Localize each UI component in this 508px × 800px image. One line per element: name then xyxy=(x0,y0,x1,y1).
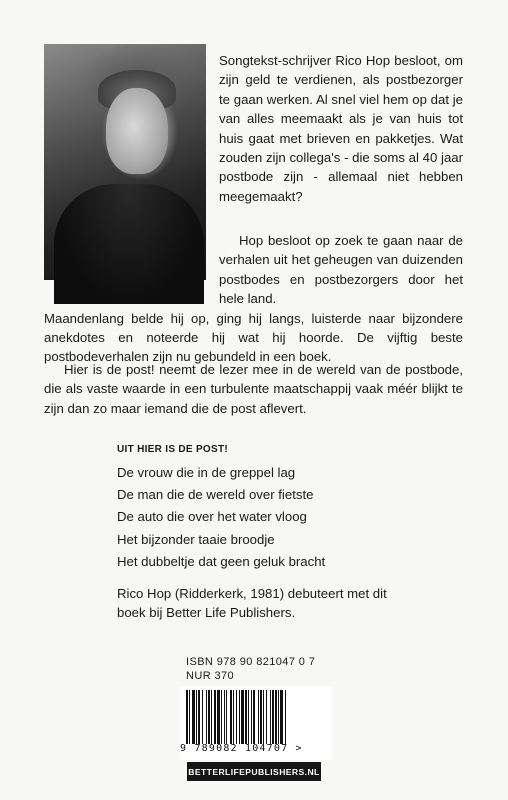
author-face xyxy=(106,88,168,174)
nur-code: NUR 370 xyxy=(186,670,235,682)
barcode xyxy=(180,686,332,760)
story-item: De vrouw die in de greppel lag xyxy=(117,465,296,480)
stories-list xyxy=(117,462,325,573)
isbn-block xyxy=(186,655,315,683)
barcode-bars xyxy=(186,690,326,744)
story-item: De man die de wereld over fietste xyxy=(117,487,314,503)
publisher-url: BETTERLIFEPUBLISHERS.NL xyxy=(187,762,321,781)
author-bio: Rico Hop (Ridderkerk, 1981) debuteert met dit boek bij Better Life Publishers. xyxy=(117,586,387,621)
story-item: Het bijzonder taaie broodje xyxy=(117,531,275,547)
stories-heading: UIT HIER IS DE POST! xyxy=(117,444,229,455)
story-item: Het dubbeltje dat geen geluk bracht xyxy=(117,553,326,569)
isbn-number: ISBN 978 90 821047 0 7 xyxy=(186,656,316,668)
blurb-paragraph-2-part-1: Hop besloot op zoek te gaan naar de verhalen uit het geheugen van duizenden postbodes en postbezorgers door het hele land. xyxy=(219,233,463,307)
barcode-stripe xyxy=(286,690,287,744)
story-item: De auto die over het water vloog xyxy=(117,509,307,525)
barcode-digits: 9 789082 104707 > xyxy=(180,743,303,754)
photo-credit: FOTO: THOMAS HEYE xyxy=(230,247,236,316)
blurb-paragraph-2 xyxy=(44,231,463,367)
blurb-paragraph-2-part-2: Maandenlang belde hij op, ging hij langs, luisterde naar bijzondere anekdotes en noteerde hij wat hij hoorde. De vijftig beste postbodeverhalen zijn nu gebundeld in een boek. xyxy=(44,310,463,365)
blurb-paragraph-3: Hier is de post! neemt de lezer mee in de wereld van de postbode, die als vaste waarde in een turbulente maatschappij vaak méér blijkt te zijn dan zo maar iemand die de post aflevert. xyxy=(44,362,463,416)
blurb-paragraph-1: Songtekst-schrijver Rico Hop besloot, om zijn geld te verdienen, als postbezorger te gaan werken. Al snel viel hem op dat je van alles meemaakt als je van huis tot huis gaat met brieven en pakketjes. Wat zouden zijn collega's - die soms al 40 jaar postbode zijn - allemaal niet hebben meegemaakt? xyxy=(219,53,463,204)
